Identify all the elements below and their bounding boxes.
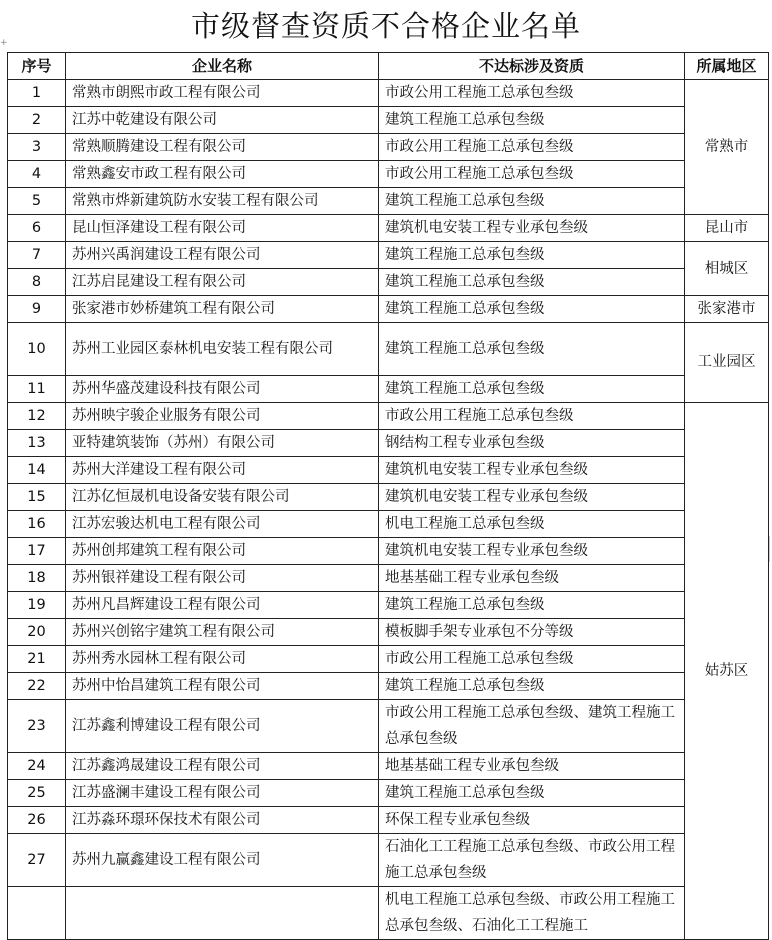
company-name: 江苏鑫鸿晟建设工程有限公司	[66, 752, 379, 779]
row-number: 13	[8, 429, 66, 456]
qualification: 钢结构工程专业承包叁级	[379, 429, 685, 456]
row-number: 3	[8, 134, 66, 161]
table-row	[8, 618, 769, 645]
company-name: 苏州华盛茂建设科技有限公司	[66, 375, 379, 402]
qualification: 市政公用工程施工总承包叁级	[379, 134, 685, 161]
company-name: 江苏宏骏达机电工程有限公司	[66, 510, 379, 537]
row-number: 20	[8, 618, 66, 645]
qualification: 市政公用工程施工总承包叁级	[379, 645, 685, 672]
row-number: 24	[8, 752, 66, 779]
qualification: 建筑工程施工总承包叁级	[379, 672, 685, 699]
table-row	[8, 456, 769, 483]
qualification: 建筑工程施工总承包叁级	[379, 188, 685, 215]
row-number: 5	[8, 188, 66, 215]
header-company: 企业名称	[66, 53, 379, 80]
qualification: 地基基础工程专业承包叁级	[379, 752, 685, 779]
table-row	[8, 188, 769, 215]
noncompliant-company-table	[7, 52, 769, 940]
qualification: 建筑工程施工总承包叁级	[379, 296, 685, 323]
company-name: 亚特建筑装饰（苏州）有限公司	[66, 429, 379, 456]
table-row	[8, 402, 769, 429]
company-name: 江苏启昆建设工程有限公司	[66, 269, 379, 296]
table-row	[8, 672, 769, 699]
qualification: 石油化工工程施工总承包叁级、市政公用工程施工总承包叁级	[379, 833, 685, 886]
qualification: 建筑工程施工总承包叁级	[379, 591, 685, 618]
qualification: 市政公用工程施工总承包叁级	[379, 402, 685, 429]
company-name: 苏州大洋建设工程有限公司	[66, 456, 379, 483]
qualification: 市政公用工程施工总承包叁级	[379, 80, 685, 107]
row-number: 7	[8, 242, 66, 269]
company-name: 常熟顺腾建设工程有限公司	[66, 134, 379, 161]
table-row	[8, 591, 769, 618]
table-row	[8, 510, 769, 537]
row-number: 23	[8, 699, 66, 752]
company-name: 苏州映宇骏企业服务有限公司	[66, 402, 379, 429]
region-changshu: 常熟市	[685, 80, 769, 215]
company-name: 苏州银祥建设工程有限公司	[66, 564, 379, 591]
table-row	[8, 645, 769, 672]
table-row	[8, 269, 769, 296]
table-row	[8, 80, 769, 107]
row-number: 4	[8, 161, 66, 188]
qualification: 建筑工程施工总承包叁级	[379, 242, 685, 269]
row-number: 18	[8, 564, 66, 591]
qualification: 机电工程施工总承包叁级、市政公用工程施工总承包叁级、石油化工工程施工	[379, 886, 685, 939]
row-number: 16	[8, 510, 66, 537]
qualification: 市政公用工程施工总承包叁级	[379, 161, 685, 188]
company-name: 江苏盛澜丰建设工程有限公司	[66, 779, 379, 806]
company-name: 苏州兴禹润建设工程有限公司	[66, 242, 379, 269]
row-number: 27	[8, 833, 66, 886]
company-name: 苏州兴创铭宇建筑工程有限公司	[66, 618, 379, 645]
region-kunshan: 昆山市	[685, 215, 769, 242]
company-name: 昆山恒泽建设工程有限公司	[66, 215, 379, 242]
row-number: 6	[8, 215, 66, 242]
row-number: 10	[8, 323, 66, 376]
qualification: 建筑工程施工总承包叁级	[379, 779, 685, 806]
company-name: 江苏亿恒晟机电设备安装有限公司	[66, 483, 379, 510]
qualification: 建筑机电安装工程专业承包叁级	[379, 537, 685, 564]
company-name: 江苏中乾建设有限公司	[66, 107, 379, 134]
row-number: 1	[8, 80, 66, 107]
region-xiangcheng: 相城区	[685, 242, 769, 296]
row-number: 14	[8, 456, 66, 483]
company-name: 张家港市妙桥建筑工程有限公司	[66, 296, 379, 323]
table-row	[8, 537, 769, 564]
row-number: 17	[8, 537, 66, 564]
company-name: 常熟市朗熙市政工程有限公司	[66, 80, 379, 107]
page-marker: +	[0, 38, 8, 48]
row-number: 12	[8, 402, 66, 429]
row-number: 22	[8, 672, 66, 699]
company-name: 江苏淼环璟环保技术有限公司	[66, 806, 379, 833]
table-row	[8, 107, 769, 134]
company-name	[66, 886, 379, 939]
table-row	[8, 806, 769, 833]
row-number	[8, 886, 66, 939]
region-industrial-park: 工业园区	[685, 323, 769, 403]
company-name: 常熟鑫安市政工程有限公司	[66, 161, 379, 188]
table-row	[8, 242, 769, 269]
company-name: 苏州九赢鑫建设工程有限公司	[66, 833, 379, 886]
header-no: 序号	[8, 53, 66, 80]
company-name: 常熟市烨新建筑防水安装工程有限公司	[66, 188, 379, 215]
table-row	[8, 429, 769, 456]
table-row	[8, 779, 769, 806]
qualification: 建筑机电安装工程专业承包叁级	[379, 456, 685, 483]
document-title: 市级督查资质不合格企业名单	[190, 9, 581, 43]
company-name: 苏州工业园区泰林机电安装工程有限公司	[66, 323, 379, 376]
qualification: 建筑工程施工总承包叁级	[379, 375, 685, 402]
row-number: 15	[8, 483, 66, 510]
company-name: 苏州创邦建筑工程有限公司	[66, 537, 379, 564]
table-row	[8, 699, 769, 752]
row-number: 26	[8, 806, 66, 833]
table-row	[8, 483, 769, 510]
qualification: 建筑工程施工总承包叁级	[379, 269, 685, 296]
header-qualification: 不达标涉及资质	[379, 53, 685, 80]
table-row	[8, 161, 769, 188]
row-number: 9	[8, 296, 66, 323]
row-number: 8	[8, 269, 66, 296]
qualification: 建筑机电安装工程专业承包叁级	[379, 483, 685, 510]
table-row	[8, 323, 769, 376]
qualification: 环保工程专业承包叁级	[379, 806, 685, 833]
company-name: 江苏鑫利博建设工程有限公司	[66, 699, 379, 752]
qualification: 建筑机电安装工程专业承包叁级	[379, 215, 685, 242]
table-row	[8, 833, 769, 886]
qualification: 地基基础工程专业承包叁级	[379, 564, 685, 591]
row-number: 21	[8, 645, 66, 672]
table-row	[8, 296, 769, 323]
table-row	[8, 752, 769, 779]
row-number: 25	[8, 779, 66, 806]
company-name: 苏州凡昌辉建设工程有限公司	[66, 591, 379, 618]
region-zhangjiagang: 张家港市	[685, 296, 769, 323]
table-row	[8, 134, 769, 161]
table-row	[8, 375, 769, 402]
header-region: 所属地区	[685, 53, 769, 80]
table-header-row	[8, 53, 769, 80]
table-row	[8, 564, 769, 591]
row-number: 2	[8, 107, 66, 134]
row-number: 19	[8, 591, 66, 618]
company-name: 苏州秀水园林工程有限公司	[66, 645, 379, 672]
table-row	[8, 886, 769, 939]
qualification: 建筑工程施工总承包叁级	[379, 107, 685, 134]
region-gusu: 姑苏区	[685, 402, 769, 939]
qualification: 机电工程施工总承包叁级	[379, 510, 685, 537]
row-number: 11	[8, 375, 66, 402]
qualification: 建筑工程施工总承包叁级	[379, 323, 685, 376]
company-name: 苏州中怡昌建筑工程有限公司	[66, 672, 379, 699]
table-row	[8, 215, 769, 242]
qualification: 模板脚手架专业承包不分等级	[379, 618, 685, 645]
qualification: 市政公用工程施工总承包叁级、建筑工程施工总承包叁级	[379, 699, 685, 752]
